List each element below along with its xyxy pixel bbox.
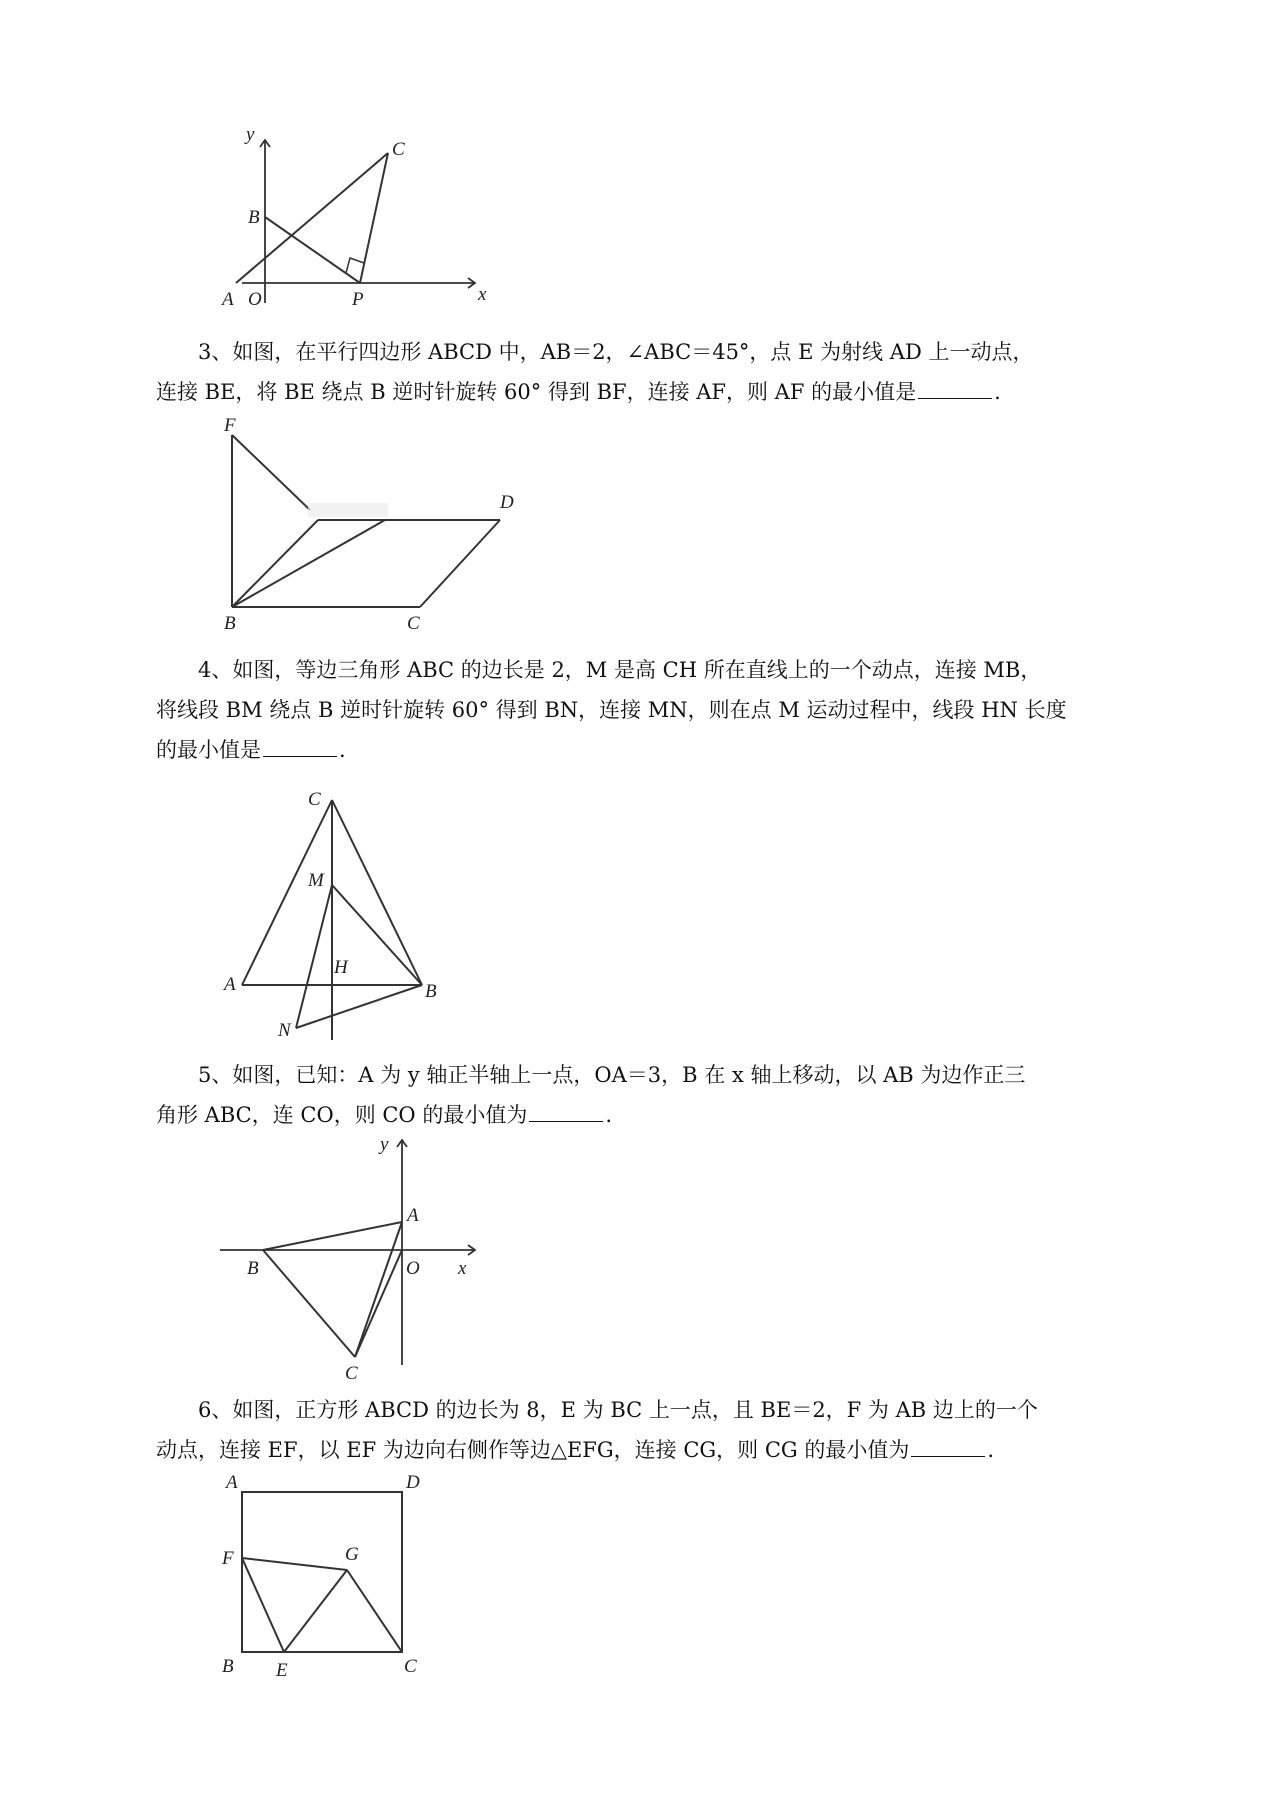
problem-5-line2 — [156, 1095, 1126, 1135]
problem-5-line1: 5、如图，已知：A 为 y 轴正半轴上一点，OA＝3，B 在 x 轴上移动，以 AB 为边作正三 — [198, 1063, 1026, 1087]
label-y: y — [380, 1134, 389, 1155]
square-abcd — [242, 1492, 402, 1652]
segment-fg — [242, 1558, 347, 1570]
segment-ba — [232, 520, 318, 607]
segment-bc — [263, 1250, 355, 1357]
problem-6-line1: 6、如图，正方形 ABCD 的边长为 8，E 为 BC 上一点，且 BE＝2，F 为 AB 边上的一个 — [198, 1398, 1038, 1422]
answer-blank-4[interactable] — [263, 755, 337, 757]
label-n: N — [278, 1020, 291, 1041]
problem-3-end: . — [994, 380, 1001, 404]
segment-fe — [232, 435, 310, 510]
problem-3-line2-text: 连接 BE，将 BE 绕点 B 逆时针旋转 60° 得到 BF，连接 AF，则 AF 的最小值是 — [156, 380, 917, 404]
label-c: C — [407, 613, 420, 634]
problem-4-line2: 将线段 BM 绕点 B 逆时针旋转 60° 得到 BN，连接 MN，则在点 M 运动过程中，线段 HN 长度 — [156, 698, 1067, 722]
problem-3-line2 — [156, 372, 1126, 412]
label-x: x — [458, 1258, 467, 1279]
smudge-mark — [308, 503, 388, 517]
label-o: O — [406, 1258, 420, 1279]
problem-6-line2-text: 动点，连接 EF，以 EF 为边向右侧作等边△EFG，连接 CG，则 CG 的最小值为 — [156, 1438, 910, 1462]
label-o: O — [248, 289, 262, 310]
label-d: D — [406, 1472, 420, 1493]
label-c: C — [345, 1363, 358, 1384]
problem-5-line2-text: 角形 ABC，连 CO，则 CO 的最小值为 — [156, 1103, 528, 1127]
problem-6-end: . — [987, 1438, 995, 1462]
problem-4-end: . — [339, 738, 346, 762]
figure-parallelogram — [220, 415, 520, 645]
problem-4-line1: 4、如图，等边三角形 ABC 的边长是 2，M 是高 CH 所在直线上的一个动点，连接 MB， — [198, 658, 1042, 682]
problem-3 — [156, 332, 1126, 412]
figure-square — [222, 1472, 422, 1681]
segment-gc — [347, 1570, 402, 1652]
answer-blank-3[interactable] — [918, 397, 992, 399]
label-x: x — [478, 284, 487, 305]
figure-equilateral-triangle-svg — [220, 790, 460, 1050]
problem-4-line3-text: 的最小值是 — [156, 738, 261, 762]
label-e: E — [276, 1660, 288, 1681]
label-c: C — [308, 789, 321, 810]
label-b: B — [224, 613, 236, 634]
answer-blank-5[interactable] — [529, 1120, 603, 1122]
label-y: y — [246, 124, 255, 145]
label-d: D — [500, 492, 514, 513]
answer-blank-6[interactable] — [911, 1455, 985, 1457]
label-b: B — [222, 1656, 234, 1677]
segment-nb — [296, 985, 422, 1028]
label-a: A — [226, 1472, 238, 1493]
label-b: B — [247, 1258, 259, 1279]
label-h: H — [334, 957, 348, 978]
problem-4-line3 — [156, 730, 1126, 770]
problem-5-end: . — [605, 1103, 613, 1127]
segment-oc — [355, 1250, 402, 1357]
figure-coordinate-triangle — [215, 1135, 495, 1385]
label-a: A — [407, 1205, 419, 1226]
figure-coordinate-triangle-svg — [215, 1135, 495, 1385]
label-b: B — [248, 207, 260, 228]
problem-6-line2 — [156, 1430, 1126, 1470]
figure-coordinate-abcp-svg — [222, 124, 500, 310]
label-a: A — [222, 289, 234, 310]
segment-bp — [265, 217, 360, 283]
label-a: A — [224, 974, 236, 995]
label-p: P — [352, 289, 364, 310]
problem-3-line1: 3、如图，在平行四边形 ABCD 中，AB＝2，∠ABC＝45°，点 E 为射线 AD 上一动点， — [198, 340, 1034, 364]
label-c: C — [404, 1656, 417, 1677]
segment-ac — [355, 1222, 402, 1357]
label-f: F — [222, 1548, 234, 1569]
figure-parallelogram-svg — [220, 415, 520, 645]
segment-mn — [296, 885, 332, 1028]
segment-dc — [420, 520, 500, 607]
label-f: F — [224, 415, 236, 436]
problem-4 — [156, 650, 1126, 770]
segment-ba — [263, 1222, 402, 1250]
right-angle-mark — [346, 258, 364, 273]
segment-fe — [242, 1558, 284, 1652]
figure-coordinate-abcp — [222, 124, 500, 310]
segment-ca — [242, 800, 332, 985]
figure-equilateral-triangle — [220, 790, 460, 1050]
label-c: C — [392, 139, 405, 160]
figure-square-svg — [222, 1472, 422, 1681]
label-b: B — [425, 981, 437, 1002]
problem-6 — [156, 1390, 1126, 1470]
segment-eg — [284, 1570, 347, 1652]
segment-be — [232, 520, 385, 607]
label-g: G — [345, 1544, 359, 1565]
problem-5 — [156, 1055, 1126, 1135]
label-m: M — [308, 870, 324, 891]
